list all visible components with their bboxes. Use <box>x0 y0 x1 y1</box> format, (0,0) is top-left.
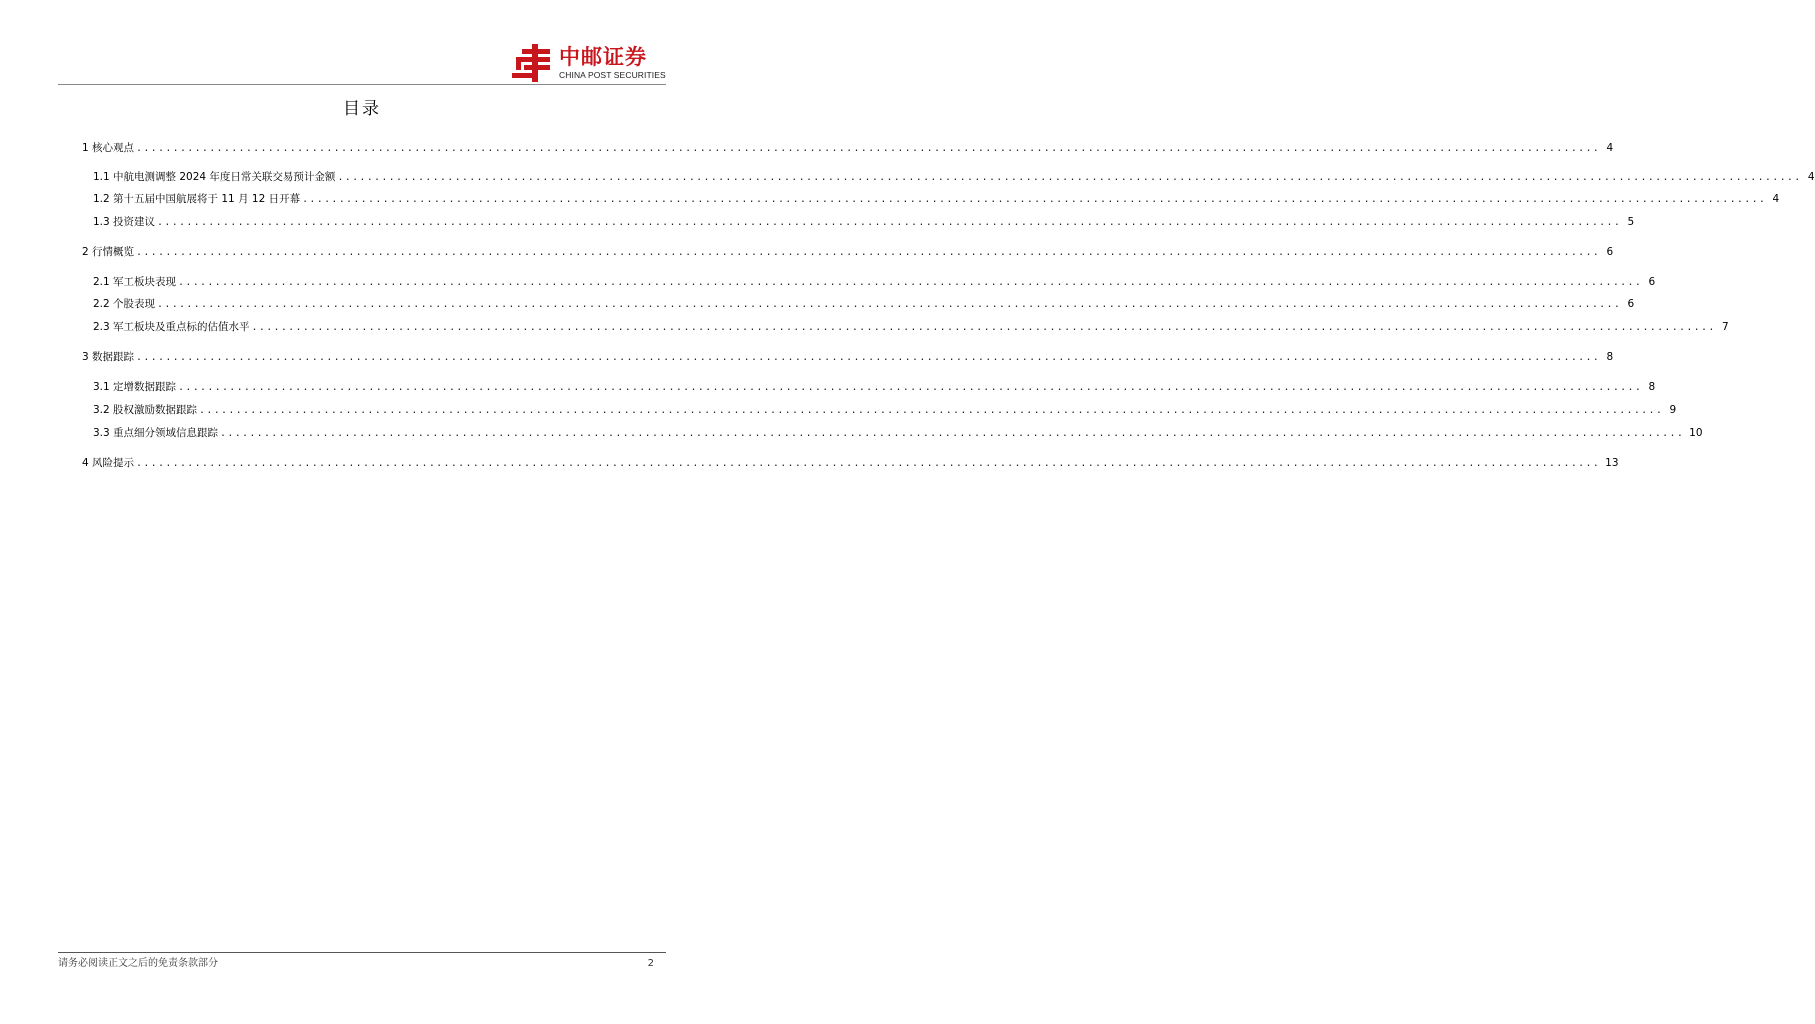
toc-entry-label: 2.1 军工板块表现 <box>93 276 177 288</box>
toc-entry-page: 10 <box>1689 427 1703 439</box>
china-post-logo-icon <box>512 44 554 82</box>
toc-leader-dots: ........................................................................................................................................................................................................ <box>136 458 1601 469</box>
toc-entry-label: 2.3 军工板块及重点标的估值水平 <box>93 321 250 333</box>
toc-leader-dots: ........................................................................................................................................................................................................ <box>199 405 1664 416</box>
toc-leader-dots: ........................................................................................................................................................................................................ <box>178 382 1643 393</box>
toc-entry-label: 1.3 投资建议 <box>93 216 156 228</box>
toc-entry-page: 8 <box>1606 351 1614 363</box>
toc-entry-page: 4 <box>1606 142 1614 154</box>
toc-leader-dots: ........................................................................................................................................................................................................ <box>220 428 1685 439</box>
logo-chinese-name: 中邮证券 <box>559 45 647 69</box>
toc-entry[interactable] <box>93 297 1635 312</box>
toc-entry-label: 3.3 重点细分领域信息跟踪 <box>93 427 219 439</box>
header-divider <box>58 84 666 85</box>
toc-entry[interactable] <box>93 192 1780 207</box>
toc-entry[interactable] <box>82 245 1614 260</box>
toc-title: 目录 <box>343 99 381 119</box>
toc-leader-dots: ........................................................................................................................................................................................................ <box>178 277 1643 288</box>
toc-leader-dots: ........................................................................................................................................................................................................ <box>302 194 1767 205</box>
toc-leader-dots: ........................................................................................................................................................................................................ <box>136 143 1601 154</box>
toc-leader-dots: ........................................................................................................................................................................................................ <box>337 172 1802 183</box>
toc-entry-label: 3.2 股权激励数据跟踪 <box>93 404 198 416</box>
toc-entry-label: 1.1 中航电测调整 2024 年度日常关联交易预计金额 <box>93 171 336 183</box>
toc-entry[interactable] <box>93 170 1815 185</box>
footer-disclaimer: 请务必阅读正文之后的免责条款部分 <box>58 958 218 969</box>
toc-entry-label: 2 行情概览 <box>82 246 135 258</box>
toc-entry-label: 4 风险提示 <box>82 457 135 469</box>
toc-entry-page: 9 <box>1669 404 1677 416</box>
footer-page-number: 2 <box>647 958 654 969</box>
toc-entry[interactable] <box>93 215 1635 230</box>
toc-entry[interactable] <box>93 275 1656 290</box>
toc-entry-page: 7 <box>1721 321 1729 333</box>
toc-entry-label: 1.2 第十五届中国航展将于 11 月 12 日开幕 <box>93 193 301 205</box>
toc-entry-page: 8 <box>1648 381 1656 393</box>
toc-entry[interactable] <box>82 141 1614 156</box>
toc-leader-dots: ........................................................................................................................................................................................................ <box>251 322 1716 333</box>
toc-entry-page: 4 <box>1772 193 1780 205</box>
toc-entry-page: 6 <box>1627 298 1635 310</box>
company-logo <box>512 44 672 84</box>
toc-entry[interactable] <box>93 403 1677 418</box>
toc-entry-page: 6 <box>1648 276 1656 288</box>
toc-entry-label: 1 核心观点 <box>82 142 135 154</box>
footer-divider <box>58 952 666 953</box>
toc-leader-dots: ........................................................................................................................................................................................................ <box>136 352 1601 363</box>
toc-entry-label: 3.1 定增数据跟踪 <box>93 381 177 393</box>
toc-leader-dots: ........................................................................................................................................................................................................ <box>157 217 1622 228</box>
toc-entry-page: 6 <box>1606 246 1614 258</box>
logo-english-name: CHINA POST SECURITIES <box>559 70 666 80</box>
toc-entry[interactable] <box>82 350 1614 365</box>
toc-entry[interactable] <box>93 380 1656 395</box>
toc-entry-page: 4 <box>1807 171 1815 183</box>
toc-leader-dots: ........................................................................................................................................................................................................ <box>136 247 1601 258</box>
toc-entry-label: 3 数据跟踪 <box>82 351 135 363</box>
toc-entry[interactable] <box>82 456 1619 471</box>
toc-leader-dots: ........................................................................................................................................................................................................ <box>157 299 1622 310</box>
toc-entry[interactable] <box>93 426 1703 441</box>
toc-entry[interactable] <box>93 320 1729 335</box>
toc-entry-page: 5 <box>1627 216 1635 228</box>
toc-entry-label: 2.2 个股表现 <box>93 298 156 310</box>
toc-entry-page: 13 <box>1605 457 1619 469</box>
